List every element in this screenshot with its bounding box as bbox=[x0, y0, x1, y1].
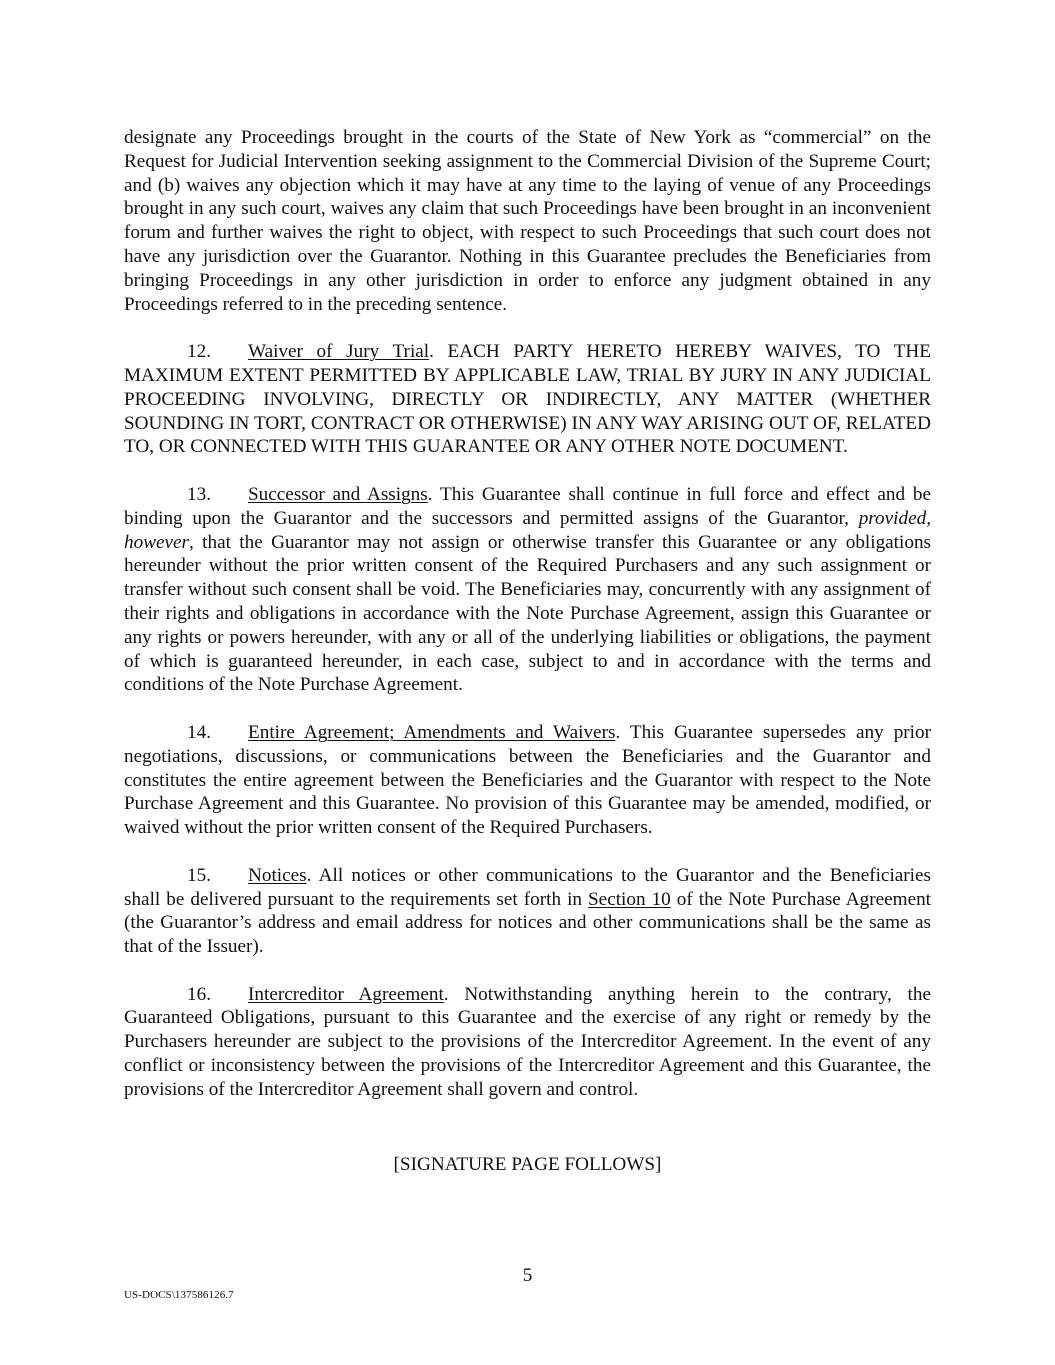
section-text-continued: of the Note Purchase Agreement (the Guarantor’s address and email address for notices and other communications shall be the same as that of the Issuer). bbox=[124, 888, 932, 958]
section-text: . This Guarantee shall continue in full force and effect and be binding upon the Guarantor and the successors and permitted assigns of the Guarantor, bbox=[124, 483, 931, 529]
section-text: . EACH PARTY HERETO HEREBY WAIVES, TO THE MAXIMUM EXTENT PERMITTED BY APPLICABLE LAW, TRIAL BY JURY IN ANY JUDICIAL PROCEEDING INVOLVING, DIRECTLY OR INDIRECTLY, ANY MATTER (WHETHER SOUNDING IN TORT, CONTRACT OR OTHERWISE) IN ANY WAY ARISING OUT OF, RELATED TO, OR CONNECTED WITH THIS GUARANTEE OR ANY OTHER NOTE DOCUMENT. bbox=[124, 341, 931, 458]
section-15-notices bbox=[124, 864, 931, 959]
section-heading: Waiver of Jury Trial bbox=[248, 341, 430, 363]
section-number: 16. bbox=[187, 983, 211, 1005]
section-number: 13. bbox=[187, 483, 211, 505]
signature-page-notice: [SIGNATURE PAGE FOLLOWS] bbox=[393, 1154, 662, 1175]
section-number: 12. bbox=[187, 341, 211, 363]
section-heading: Notices bbox=[248, 864, 307, 886]
section-13-successor-and-assigns bbox=[124, 483, 931, 697]
section-text: . Notwithstanding anything herein to the contrary, the Guaranteed Obligations, pursuant to this Guarantee and the exercise of any right or remedy by the Purchasers hereunder are subject to the provisions of the Intercreditor Agreement. In the event of any conflict or inconsistency between the provisions of the Intercreditor Agreement and this Guarantee, the provisions of the Intercreditor Agreement shall govern and control. bbox=[124, 983, 931, 1100]
section-heading: Intercreditor Agreement bbox=[248, 983, 444, 1005]
section-14-entire-agreement bbox=[124, 721, 931, 840]
document-id-footer: US-DOCS\137586126.7 bbox=[124, 1289, 234, 1301]
section-number: 15. bbox=[187, 864, 211, 886]
section-text: . This Guarantee supersedes any prior negotiations, discussions, or communications between the Beneficiaries and the Guarantor and constitutes the entire agreement between the Beneficiaries and the Guarantor with respect to the Note Purchase Agreement and this Guarantee. No provision of this Guarantee may be amended, modified, or waived without the prior written consent of the Required Purchasers. bbox=[124, 721, 931, 839]
section-heading: Successor and Assigns bbox=[248, 483, 428, 505]
page-number: 5 bbox=[522, 1265, 533, 1286]
section-heading: Entire Agreement; Amendments and Waivers bbox=[248, 721, 616, 743]
section-16-intercreditor-agreement bbox=[124, 983, 931, 1102]
section-number: 14. bbox=[187, 721, 211, 743]
section-12-waiver-of-jury-trial bbox=[124, 340, 931, 459]
intro-paragraph: designate any Proceedings brought in the courts of the State of New York as “commercial” on the Request for Judicial Intervention seeking assignment to the Commercial Division of the Supreme Court; and (b) waives any objection which it may have at any time to the laying of venue of any Proceedings brought in any such court, waives any claim that such Proceedings have been brought in an inconvenient forum and further waives the right to object, with respect to such Proceedings that such court does not have any jurisdiction over the Guarantor. Nothing in this Guarantee precludes the Beneficiaries from bringing Proceedings in any other jurisdiction in order to enforce any judgment obtained in any Proceedings referred to in the preceding sentence. bbox=[124, 127, 931, 315]
section-10-reference: Section 10 bbox=[588, 888, 671, 910]
italic-proviso: provided, however bbox=[124, 507, 931, 553]
document-body bbox=[124, 126, 931, 1125]
section-text-continued: , that the Guarantor may not assign or otherwise transfer this Guarantee or any obligations hereunder without the prior written consent of the Required Purchasers and any such assignment or transfer without such consent shall be void. The Beneficiaries may, concurrently with any assignment of their rights and obligations in accordance with the Note Purchase Agreement, assign this Guarantee or any rights or powers hereunder, with any or all of the underlying liabilities or obligations, the payment of which is guaranteed hereunder, in each case, subject to and in accordance with the terms and conditions of the Note Purchase Agreement. bbox=[124, 531, 931, 696]
section-text: . All notices or other communications to the Guarantor and the Beneficiaries shall be delivered pursuant to the requirements set forth in bbox=[124, 864, 931, 910]
